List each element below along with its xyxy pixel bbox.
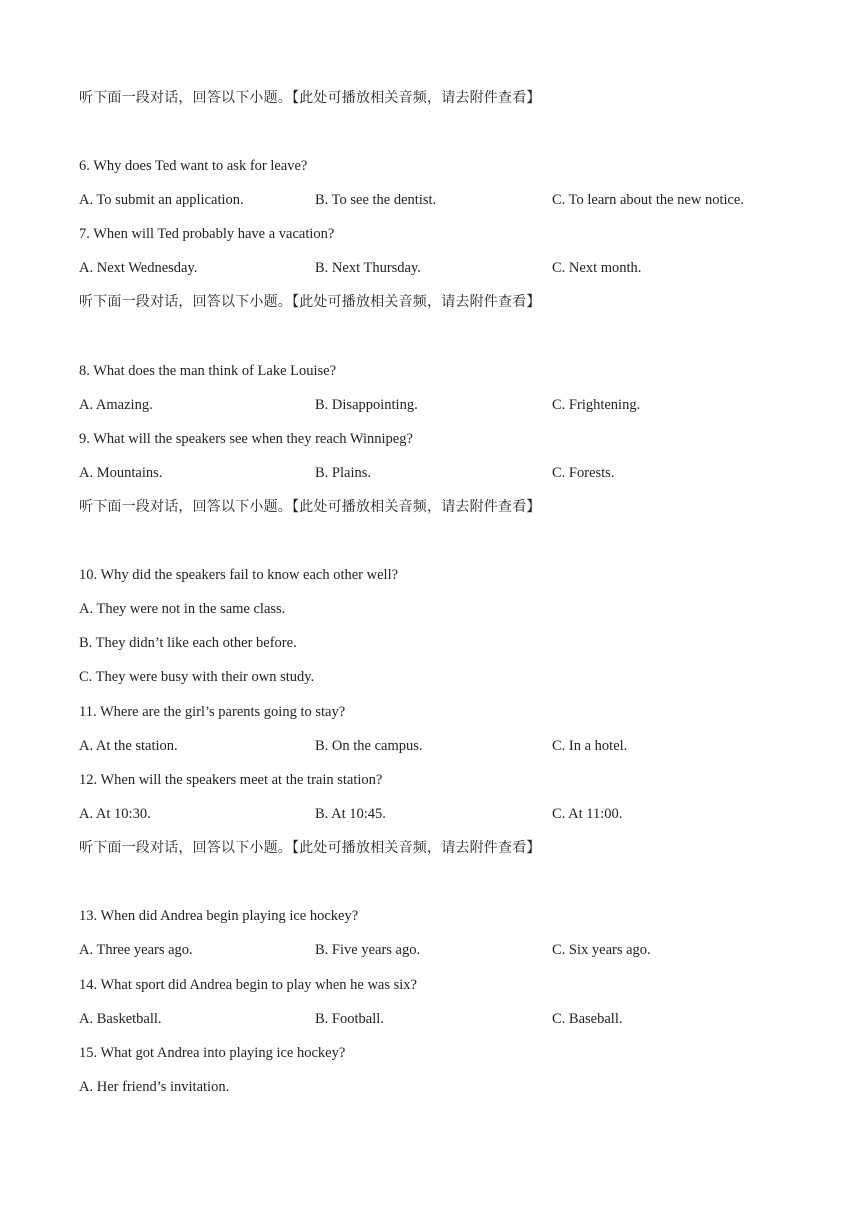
- question-15: 15. What got Andrea into playing ice hockey?: [79, 1045, 346, 1061]
- option-c: C. Forests.: [552, 465, 615, 481]
- option-a: A. Next Wednesday.: [79, 260, 198, 276]
- listening-instruction: 听下面一段对话，回答以下小题。【此处可播放相关音频，请去附件查看】: [79, 840, 541, 856]
- option-b: B. Plains.: [315, 465, 371, 481]
- option-b: B. Disappointing.: [315, 397, 418, 413]
- options-row-q8: [79, 396, 779, 414]
- option-a: A. Three years ago.: [79, 942, 193, 958]
- option-c: C. They were busy with their own study.: [79, 669, 315, 685]
- question-7: 7. When will Ted probably have a vacation?: [79, 226, 335, 242]
- question-8: 8. What does the man think of Lake Louise?: [79, 363, 337, 379]
- option-b: B. At 10:45.: [315, 806, 386, 822]
- option-b: B. Football.: [315, 1011, 384, 1027]
- option-a: A. Basketball.: [79, 1011, 162, 1027]
- options-row-q13: [79, 941, 779, 959]
- question-10: 10. Why did the speakers fail to know each other well?: [79, 567, 399, 583]
- options-row-q12: [79, 805, 779, 823]
- option-b: B. They didn’t like each other before.: [79, 635, 297, 651]
- option-c: C. Next month.: [552, 260, 642, 276]
- option-a: A. At the station.: [79, 738, 178, 754]
- option-c: C. In a hotel.: [552, 738, 628, 754]
- option-c: C. Six years ago.: [552, 942, 651, 958]
- option-c: C. Frightening.: [552, 397, 641, 413]
- option-b: B. To see the dentist.: [315, 192, 437, 208]
- listening-instruction: 听下面一段对话，回答以下小题。【此处可播放相关音频，请去附件查看】: [79, 90, 541, 106]
- option-b: B. Five years ago.: [315, 942, 421, 958]
- option-a: A. At 10:30.: [79, 806, 151, 822]
- option-c: C. At 11:00.: [552, 806, 623, 822]
- listening-instruction: 听下面一段对话，回答以下小题。【此处可播放相关音频，请去附件查看】: [79, 294, 541, 310]
- options-row-q14: [79, 1010, 779, 1028]
- question-12: 12. When will the speakers meet at the train station?: [79, 772, 383, 788]
- option-b: B. On the campus.: [315, 738, 423, 754]
- option-a: A. To submit an application.: [79, 192, 244, 208]
- question-9: 9. What will the speakers see when they reach Winnipeg?: [79, 431, 413, 447]
- option-c: C. To learn about the new notice.: [552, 192, 744, 208]
- option-a: A. Amazing.: [79, 397, 153, 413]
- listening-instruction: 听下面一段对话，回答以下小题。【此处可播放相关音频，请去附件查看】: [79, 499, 541, 515]
- option-a: A. Her friend’s invitation.: [79, 1079, 230, 1095]
- options-row-q9: [79, 464, 779, 482]
- option-c: C. Baseball.: [552, 1011, 623, 1027]
- question-14: 14. What sport did Andrea begin to play when he was six?: [79, 977, 417, 993]
- options-row-q7: [79, 259, 779, 277]
- options-row-q6: [79, 191, 779, 209]
- option-b: B. Next Thursday.: [315, 260, 421, 276]
- options-row-q11: [79, 737, 779, 755]
- option-a: A. They were not in the same class.: [79, 601, 286, 617]
- option-a: A. Mountains.: [79, 465, 163, 481]
- question-13: 13. When did Andrea begin playing ice hockey?: [79, 908, 359, 924]
- question-11: 11. Where are the girl’s parents going to stay?: [79, 704, 346, 720]
- question-6: 6. Why does Ted want to ask for leave?: [79, 158, 308, 174]
